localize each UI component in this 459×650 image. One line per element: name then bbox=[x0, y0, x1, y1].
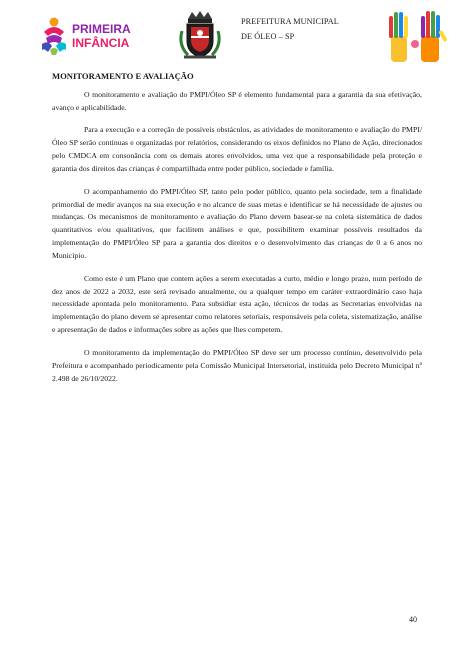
painted-hands-icon bbox=[385, 6, 449, 64]
paragraph-4: Como este é um Plano que contem ações a serem executadas a curto, médio e longo prazo, num período de dez anos de 2022 a 2032, este será revisado anualmente, ou a qualquer tempo em caráter extraordinário caso haja necessidade apontada pelo monitoramento. Para subsidiar esta ação, técnicos de todas as Secretarias envolvidas na implementação do plano devem se apresentar como relatores setoriais, responsáveis pela coleta, sistematização, análise e apresentação de dados e informações sobre as ações que lhes competem. bbox=[52, 273, 422, 335]
document-body bbox=[52, 67, 422, 395]
paragraph-2: Para a execução e a correção de possíveis obstáculos, as atividades de monitoramento e avaliação do PMPI/Óleo SP serão contínuas e organizadas por relatórios, considerando os eixos definidos no Plano de Ação, direcionados pelo CMDCA em consonância com os demais atores envolvidos, uma vez que a responsabilidade pela proteção e garantia dos direitos das crianças é compartilhada entre poder público, sociedade e família. bbox=[52, 125, 422, 174]
page-number: 40 bbox=[409, 615, 417, 624]
logo-text-primeira: PRIMEIRA bbox=[72, 22, 131, 36]
paragraph-1: O monitoramento e avaliação do PMPI/Óleo SP é elemento fundamental para a garantia da sua efetivação, avanço e aplicabilidade. bbox=[52, 90, 422, 112]
primeira-infancia-logo bbox=[40, 14, 158, 56]
section-title: MONITORAMENTO E AVALIAÇÃO bbox=[52, 71, 194, 81]
header-org-line-2: DE ÓLEO – SP bbox=[241, 32, 295, 41]
municipal-crest-icon bbox=[178, 9, 222, 63]
municipality-header bbox=[241, 14, 339, 44]
paragraph-3: O acompanhamento do PMPI/Óleo SP, tanto pelo poder público, quanto pela sociedade, tem a finalidade primordial de medir avanços na sua execução e no alcance de suas metas e identificar se há necessidade de ajustes ou mudanças. Os mecanismos de monitoramento e avaliação do Plano devem basear-se na coleta sistemática de dados quantitativos e/ou qualitativos, que facilitem análises e que, possibilitem examinar possíveis resultados da implementação do PMPI/Óleo SP para a garantia dos direitos e o desenvolvimento das crianças de 0 a 6 anos no Município. bbox=[52, 186, 422, 261]
header-org-line-1: PREFEITURA MUNICIPAL bbox=[241, 17, 339, 26]
logo-text-infancia: INFÂNCIA bbox=[72, 36, 130, 50]
paragraph-5: O monitoramento da implementação do PMPI/Óleo SP deve ser um processo contínuo, desenvolvido pela Prefeitura e acompanhado periodicamente pela Comissão Municipal Intersetorial, instituída pelo Decreto Municipal nº 2.498 de 26/10/2022. bbox=[52, 347, 422, 383]
